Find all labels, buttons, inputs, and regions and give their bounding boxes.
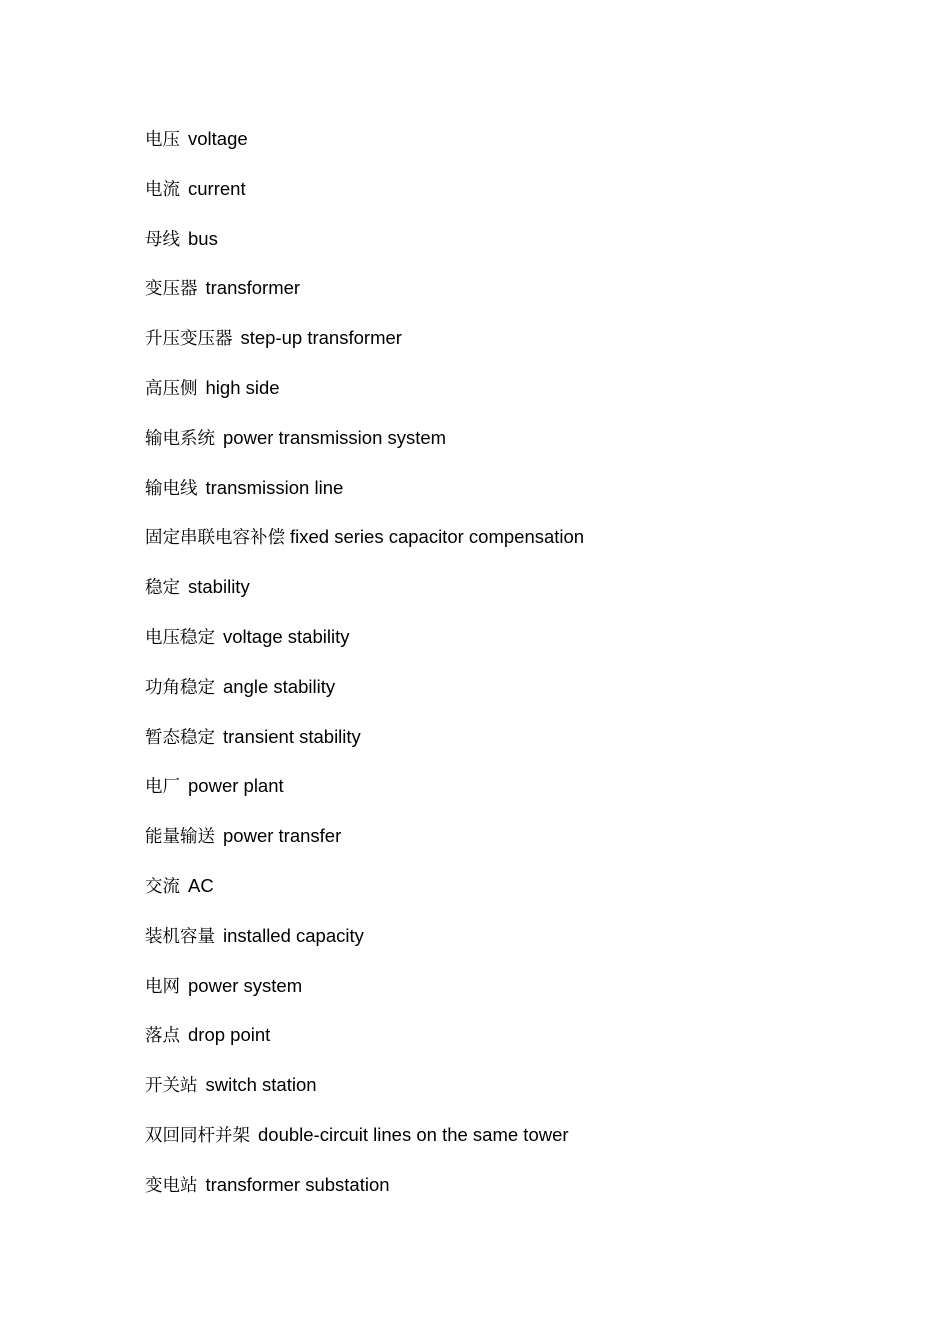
- term-english: fixed series capacitor compensation: [290, 526, 585, 548]
- term-english: installed capacity: [223, 924, 364, 946]
- term-english: power plant: [188, 775, 284, 797]
- glossary-entry-current: [145, 176, 584, 226]
- term-english: power transfer: [223, 825, 342, 847]
- term-chinese: 电厂: [145, 777, 180, 798]
- term-chinese: 母线: [145, 229, 180, 250]
- glossary-entry-bus: [145, 226, 584, 276]
- glossary-entry-voltage-stability: [145, 624, 584, 674]
- term-english: power system: [188, 974, 303, 996]
- term-english: power transmission system: [223, 426, 447, 448]
- glossary-list: [145, 126, 584, 1222]
- term-chinese: 交流: [145, 876, 180, 897]
- term-chinese: 变电站: [145, 1175, 198, 1196]
- glossary-entry-fixed-series-capacitor-compensation: [145, 524, 584, 574]
- glossary-entry-transformer: [145, 275, 584, 325]
- glossary-entry-high-side: [145, 375, 584, 425]
- glossary-entry-transmission-line: [145, 475, 584, 525]
- term-chinese: 电网: [145, 976, 180, 997]
- glossary-entry-stability: [145, 574, 584, 624]
- term-english: current: [188, 177, 246, 199]
- term-english: drop point: [188, 1024, 271, 1046]
- term-english: angle stability: [223, 675, 336, 697]
- term-chinese: 能量输送: [145, 827, 215, 848]
- term-chinese: 固定串联电容补偿: [145, 528, 285, 549]
- glossary-entry-switch-station: [145, 1072, 584, 1122]
- term-english: high side: [205, 376, 280, 398]
- term-chinese: 落点: [145, 1026, 180, 1047]
- term-chinese: 电压: [145, 130, 180, 150]
- glossary-entry-installed-capacity: [145, 923, 584, 973]
- term-english: AC: [188, 874, 214, 896]
- term-english: bus: [188, 227, 218, 249]
- term-english: double-circuit lines on the same tower: [258, 1123, 569, 1145]
- term-english: stability: [188, 576, 250, 598]
- term-chinese: 开关站: [145, 1076, 198, 1097]
- glossary-entry-voltage: [145, 126, 584, 176]
- term-chinese: 电压稳定: [145, 627, 215, 648]
- term-english: transient stability: [223, 725, 361, 747]
- term-chinese: 高压侧: [145, 378, 198, 399]
- term-chinese: 输电线: [145, 478, 198, 499]
- term-chinese: 功角稳定: [145, 677, 215, 698]
- glossary-entry-power-system: [145, 973, 584, 1023]
- term-english: transformer: [205, 277, 301, 299]
- glossary-entry-ac: [145, 873, 584, 923]
- glossary-entry-step-up-transformer: [145, 325, 584, 375]
- glossary-entry-drop-point: [145, 1022, 584, 1072]
- term-chinese: 暂态稳定: [145, 727, 215, 748]
- glossary-entry-power-transfer: [145, 823, 584, 873]
- glossary-entry-transformer-substation: [145, 1172, 584, 1222]
- glossary-entry-double-circuit-lines: [145, 1122, 584, 1172]
- term-english: voltage stability: [223, 625, 350, 647]
- term-chinese: 输电系统: [145, 428, 215, 449]
- glossary-entry-transient-stability: [145, 724, 584, 774]
- term-english: switch station: [205, 1074, 317, 1096]
- term-english: transmission line: [205, 476, 344, 498]
- glossary-entry-angle-stability: [145, 674, 584, 724]
- term-chinese: 装机容量: [145, 926, 215, 947]
- term-english: step-up transformer: [240, 327, 402, 349]
- glossary-entry-power-plant: [145, 773, 584, 823]
- term-english: transformer substation: [205, 1173, 390, 1195]
- term-english: voltage: [188, 128, 248, 149]
- term-chinese: 稳定: [145, 578, 180, 599]
- glossary-entry-power-transmission-system: [145, 425, 584, 475]
- term-chinese: 双回同杆并架: [145, 1125, 250, 1146]
- term-chinese: 电流: [145, 179, 180, 200]
- term-chinese: 升压变压器: [145, 329, 233, 350]
- term-chinese: 变压器: [145, 279, 198, 300]
